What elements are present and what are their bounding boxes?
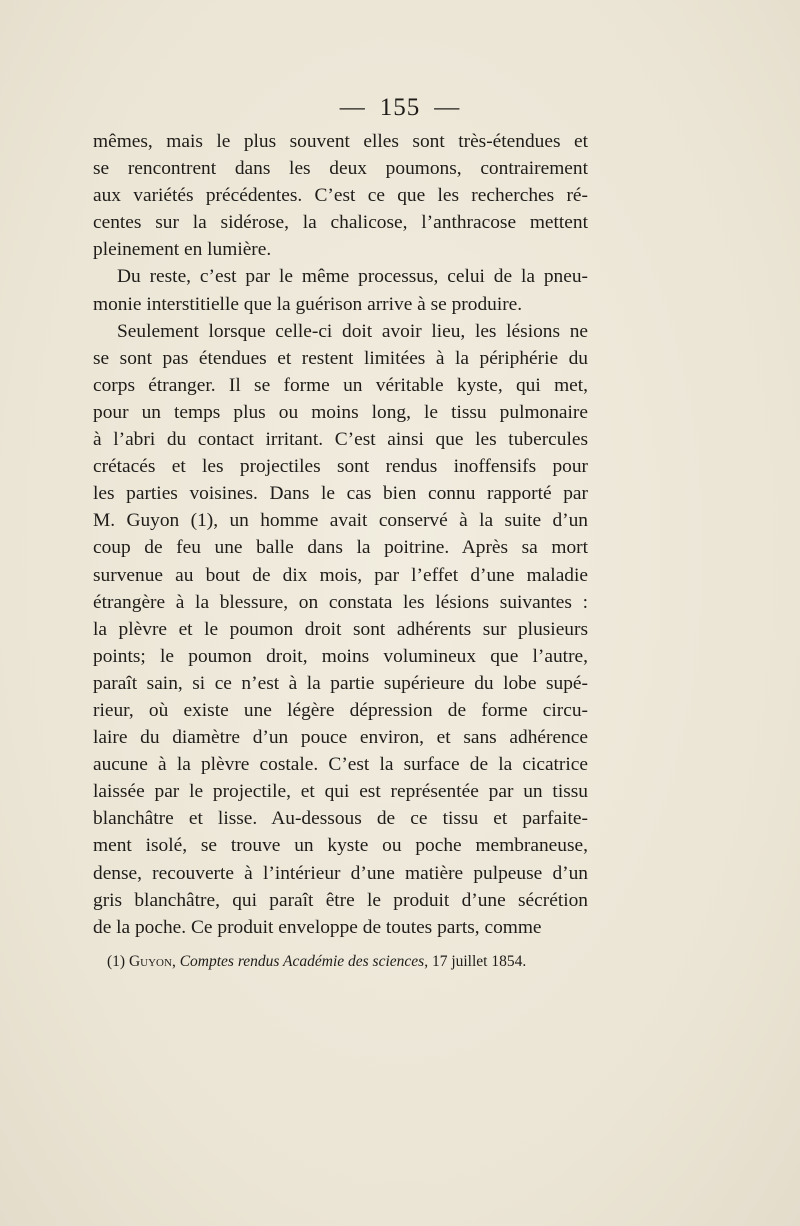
header-dash-right: — — [434, 94, 461, 121]
footnote-marker: (1) — [107, 953, 129, 970]
text-line: se sont pas étendues et restent limitées à la périphérie du — [93, 347, 588, 369]
paragraph — [93, 128, 588, 263]
text-line: paraît sain, si ce n’est à la partie supérieure du lobe supé- — [93, 672, 588, 694]
text-line: survenue au bout de dix mois, par l’effet d’une maladie — [93, 564, 588, 586]
text-line: à l’abri du contact irritant. C’est ainsi que les tubercules — [93, 429, 588, 451]
text-line: pleinement en lumière. — [93, 239, 272, 261]
text-line: étrangère à la blessure, on constata les lésions suivantes : — [93, 591, 588, 613]
text-line: ment isolé, se trouve un kyste ou poche membraneuse, — [93, 835, 588, 857]
paragraph — [93, 263, 588, 317]
text-line: mêmes, mais le plus souvent elles sont très-étendues et — [93, 131, 588, 152]
text-line: rieur, où existe une légère dépression de forme circu- — [93, 699, 588, 721]
text-line: blanchâtre et lisse. Au-dessous de ce tissu et parfaite- — [93, 808, 588, 830]
text-line: crétacés et les projectiles sont rendus inoffensifs pour — [93, 456, 588, 478]
footnote-source: Comptes rendus Académie des sciences — [179, 953, 425, 970]
text-line: laire du diamètre d’un pouce environ, et sans adhérence — [93, 727, 588, 749]
footnote-author: Guyon — [128, 953, 172, 970]
page-number: 155 — [379, 94, 421, 121]
footnote-date: , 17 juillet 1854. — [424, 953, 527, 970]
text-line: points; le poumon droit, moins volumineux que l’autre, — [93, 645, 588, 667]
text-line: dense, recouverte à l’intérieur d’une matière pulpeuse d’un — [93, 862, 588, 884]
text-line: M. Guyon (1), un homme avait conservé à la suite d’un — [93, 510, 588, 532]
text-line: monie interstitielle que la guérison arrive à se produire. — [93, 293, 523, 315]
text-line: Seulement lorsque celle-ci doit avoir lieu, les lésions ne — [117, 320, 588, 342]
text-line: corps étranger. Il se forme un véritable kyste, qui met, — [93, 374, 588, 396]
text-line: gris blanchâtre, qui paraît être le produit d’une sécrétion — [93, 889, 588, 911]
footnote-sep: , — [171, 953, 180, 970]
footnote — [107, 952, 587, 972]
text-line: coup de feu une balle dans la poitrine. Après sa mort — [93, 537, 588, 559]
body-text — [93, 128, 588, 941]
text-line: les parties voisines. Dans le cas bien connu rapporté par — [93, 483, 588, 505]
text-line: aux variétés précédentes. C’est ce que les recherches ré- — [93, 185, 588, 207]
text-line: aucune à la plèvre costale. C’est la surface de la cicatrice — [93, 754, 588, 776]
text-line: laissée par le projectile, et qui est représentée par un tissu — [93, 781, 588, 803]
text-line: de la poche. Ce produit enveloppe de toutes parts, comme — [93, 916, 542, 938]
text-line: Du reste, c’est par le même processus, celui de la pneu- — [117, 266, 588, 288]
header-dash-left: — — [339, 94, 366, 121]
text-line: se rencontrent dans les deux poumons, contrairement — [93, 158, 588, 180]
text-line: centes sur la sidérose, la chalicose, l’anthracose mettent — [93, 212, 588, 234]
text-line: la plèvre et le poumon droit sont adhérents sur plusieurs — [93, 618, 588, 640]
paragraph — [93, 318, 588, 941]
text-line: pour un temps plus ou moins long, le tissu pulmonaire — [93, 401, 588, 423]
page-header — [0, 94, 800, 122]
